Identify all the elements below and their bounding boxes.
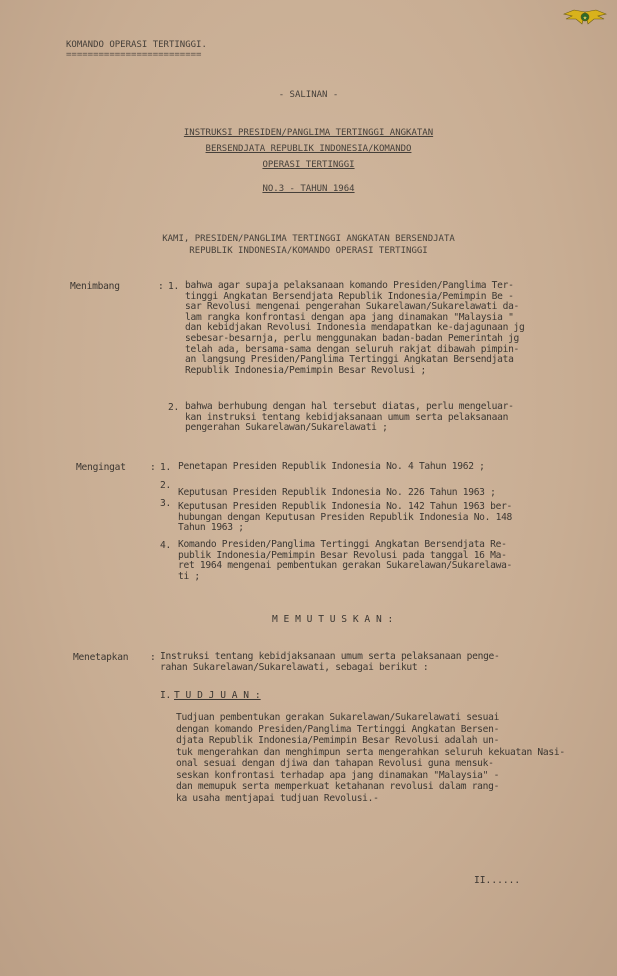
organization-underline: ========================= bbox=[66, 50, 202, 60]
menetapkan-label: Menetapkan bbox=[73, 652, 129, 663]
decision-heading: M E M U T U S K A N : bbox=[272, 614, 394, 625]
menimbang-num-1: 1. bbox=[168, 281, 180, 292]
winged-emblem-icon bbox=[560, 8, 610, 28]
colon: : bbox=[150, 652, 156, 663]
menimbang-label: Menimbang bbox=[70, 281, 120, 292]
mengingat-item-3: Keputusan Presiden Republik Indonesia No. 142 Tahun 1963 ber- hubungan dengan Keputusan Presiden Republik Indonesia No. 148 Tahun 1963 ; bbox=[178, 501, 513, 534]
title-line-2: BERSENDJATA REPUBLIK INDONESIA/KOMANDO bbox=[205, 144, 412, 154]
mengingat-item-1: Penetapan Presiden Republik Indonesia No. 4 Tahun 1962 ; bbox=[178, 461, 485, 472]
title-line-1: INSTRUKSI PRESIDEN/PANGLIMA TERTINGGI ANGKATAN bbox=[183, 128, 434, 138]
continuation-marker: II...... bbox=[474, 875, 521, 886]
mengingat-num-4: 4. bbox=[160, 540, 172, 551]
issuer-line-1: KAMI, PRESIDEN/PANGLIMA TERTINGGI ANGKATAN BERSENDJATA bbox=[162, 234, 455, 244]
section-1-title: T U D J U A N : bbox=[174, 690, 261, 701]
colon: : bbox=[158, 281, 164, 292]
instruction-number: NO.3 - TAHUN 1964 bbox=[262, 184, 355, 194]
title-line-3: OPERASI TERTINGGI bbox=[262, 160, 355, 170]
copy-mark: - SALINAN - bbox=[278, 90, 339, 100]
issuer-line-2: REPUBLIK INDONESIA/KOMANDO OPERASI TERTINGGI bbox=[189, 246, 428, 256]
mengingat-label: Mengingat bbox=[76, 462, 126, 473]
mengingat-num-2: 2. bbox=[160, 480, 172, 491]
section-1-number: I. bbox=[160, 690, 172, 701]
svg-text:★: ★ bbox=[582, 15, 588, 22]
colon: : bbox=[150, 462, 156, 473]
menimbang-item-2: bahwa berhubung dengan hal tersebut diatas, perlu mengeluar- kan instruksi tentang kebidjaksanaan umum serta pelaksanaan pengerahan Sukarelawan/Sukarelawati ; bbox=[185, 401, 514, 434]
section-1-body: Tudjuan pembentukan gerakan Sukarelawan/Sukarelawati sesuai dengan komando Presiden/Panglima Tertinggi Angkatan Bersen- djata Republik Indonesia/Pemimpin Besar Revolusi adalah un- tuk mengerahkan dan menghimpun serta mengerahkan seluruh kekuatan Nasi- onal sesuai dengan djiwa dan tahapan Revolusi guna mensuk- seskan konfrontasi terhadap apa jang dinamakan "Malaysia" - dan memupuk serta memperkuat ketahanan revolusi dalam rang- ka usaha mentjapai tudjuan Revolusi.- bbox=[176, 712, 565, 804]
mengingat-num-1: 1. bbox=[160, 462, 172, 473]
menimbang-item-1: bahwa agar supaja pelaksanaan komando Presiden/Panglima Ter- tinggi Angkatan Bersendjata Republik Indonesia/Pemimpin Be - sar Revolusi mengenai pengerahan Sukarelawan/Sukarelawati da- lam rangka konfrontasi dengan apa jang dinamakan "Malaysia " dan kebidjakan Revolusi Indonesia mendapatkan ke-dajagunaan jg sebesar-besarnja, perlu menggunakan badan-badan Pemerintah jg telah ada, bersama-sama dengan seluruh rakjat dibawah pimpin- an langsung Presiden/Panglima Tertinggi Angkatan Bersendjata Republik Indonesia/Pemimpin Besar Revolusi ; bbox=[185, 280, 525, 376]
menimbang-num-2: 2. bbox=[168, 402, 180, 413]
menetapkan-text: Instruksi tentang kebidjaksanaan umum serta pelaksanaan penge- rahan Sukarelawan/Sukarelawati, sebagai berikut : bbox=[160, 651, 500, 673]
organization-name: KOMANDO OPERASI TERTINGGI. bbox=[66, 40, 207, 50]
mengingat-item-4: Komando Presiden/Panglima Tertinggi Angkatan Bersendjata Re- publik Indonesia/Pemimpin Besar Revolusi pada tanggal 16 Ma- ret 1964 mengenai pembentukan gerakan Sukarelawan/Sukarelawa- ti ; bbox=[178, 539, 513, 582]
mengingat-num-3: 3. bbox=[160, 498, 172, 509]
mengingat-item-2: Keputusan Presiden Republik Indonesia No. 226 Tahun 1963 ; bbox=[178, 487, 496, 498]
